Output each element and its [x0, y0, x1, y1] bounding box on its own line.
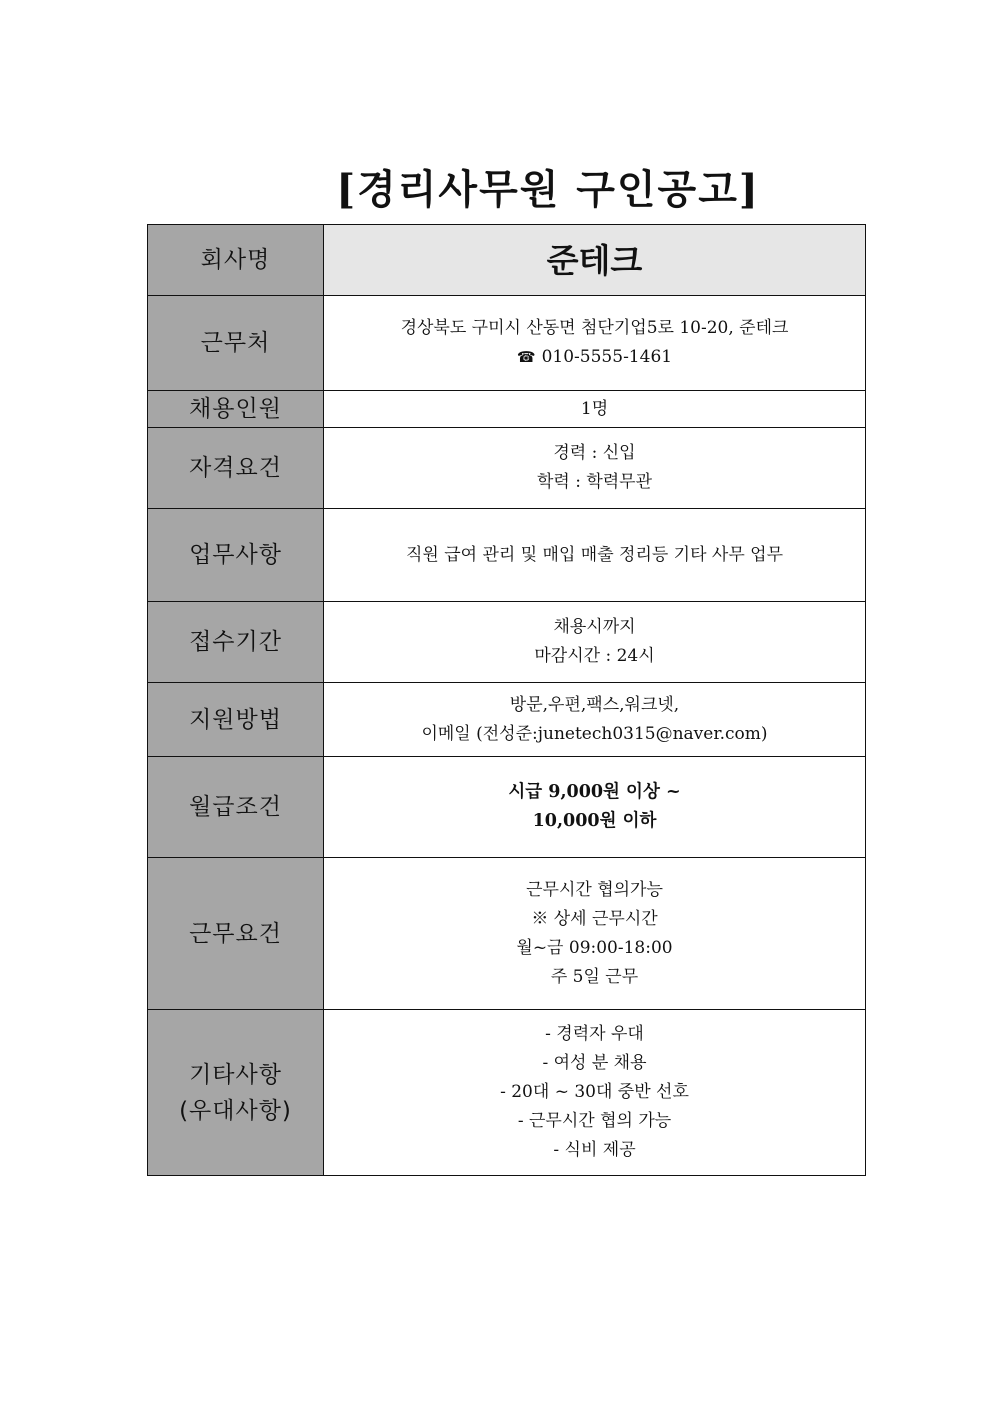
others-label-line: 기타사항 — [189, 1061, 282, 1088]
work-conditions-label: 근무요건 — [148, 858, 324, 1010]
row-duties — [148, 509, 866, 602]
duties-label: 업무사항 — [148, 509, 324, 602]
application-method-value — [324, 683, 866, 757]
row-application-period — [148, 602, 866, 683]
duties-value: 직원 급여 관리 및 매입 매출 정리등 기타 사무 업무 — [324, 509, 866, 602]
others-value — [324, 1010, 866, 1176]
application-period-line: 채용시까지 — [553, 617, 636, 637]
row-qualification — [148, 428, 866, 509]
others-label — [148, 1010, 324, 1176]
salary-line: 10,000원 이하 — [532, 811, 657, 831]
workplace-value — [324, 296, 866, 391]
work-conditions-line: 근무시간 협의가능 — [526, 879, 663, 900]
salary-line: 시급 9,000원 이상 ~ — [508, 782, 681, 802]
row-headcount — [148, 391, 866, 428]
qualification-line: 학력 : 학력무관 — [536, 472, 653, 492]
others-line: - 경력자 우대 — [545, 1024, 644, 1044]
headcount-label: 채용인원 — [148, 391, 324, 428]
headcount-value: 1명 — [324, 391, 866, 428]
work-conditions-line: 주 5일 근무 — [550, 966, 639, 987]
application-period-line: 마감시간 : 24시 — [534, 646, 655, 666]
qualification-line: 경력 : 신입 — [553, 443, 636, 463]
others-line: - 식비 제공 — [553, 1140, 636, 1160]
work-conditions-line: 월~금 09:00-18:00 — [516, 937, 673, 958]
others-label-line: (우대사항) — [179, 1097, 292, 1124]
salary-label: 월급조건 — [148, 757, 324, 858]
phone-icon: ☎ — [516, 348, 536, 366]
row-others — [148, 1010, 866, 1176]
job-posting-table — [147, 224, 866, 1176]
application-method-label: 지원방법 — [148, 683, 324, 757]
page-title: [경리사무원 구인공고] — [336, 166, 760, 213]
company-label: 회사명 — [148, 225, 324, 296]
application-period-value — [324, 602, 866, 683]
others-line: - 근무시간 협의 가능 — [517, 1111, 672, 1131]
application-period-label: 접수기간 — [148, 602, 324, 683]
others-line: - 여성 분 채용 — [542, 1053, 647, 1073]
workplace-label: 근무처 — [148, 296, 324, 391]
row-company — [148, 225, 866, 296]
row-work-conditions — [148, 858, 866, 1010]
row-application-method — [148, 683, 866, 757]
work-conditions-line: ※ 상세 근무시간 — [531, 908, 658, 929]
application-method-line: 방문,우편,팩스,워크넷, — [509, 694, 680, 715]
workplace-phone: 010-5555-1461 — [541, 347, 673, 367]
qualification-label: 자격요건 — [148, 428, 324, 509]
qualification-value — [324, 428, 866, 509]
row-workplace — [148, 296, 866, 391]
salary-value — [324, 757, 866, 858]
workplace-phone-line — [324, 343, 865, 372]
work-conditions-value — [324, 858, 866, 1010]
row-salary — [148, 757, 866, 858]
others-line: - 20대 ~ 30대 중반 선호 — [500, 1082, 689, 1102]
workplace-address: 경상북도 구미시 산동면 첨단기업5로 10-20, 준테크 — [400, 318, 789, 338]
application-method-email-line: 이메일 (전성준:junetech0315@naver.com) — [421, 723, 768, 744]
company-name: 준테크 — [324, 225, 866, 296]
